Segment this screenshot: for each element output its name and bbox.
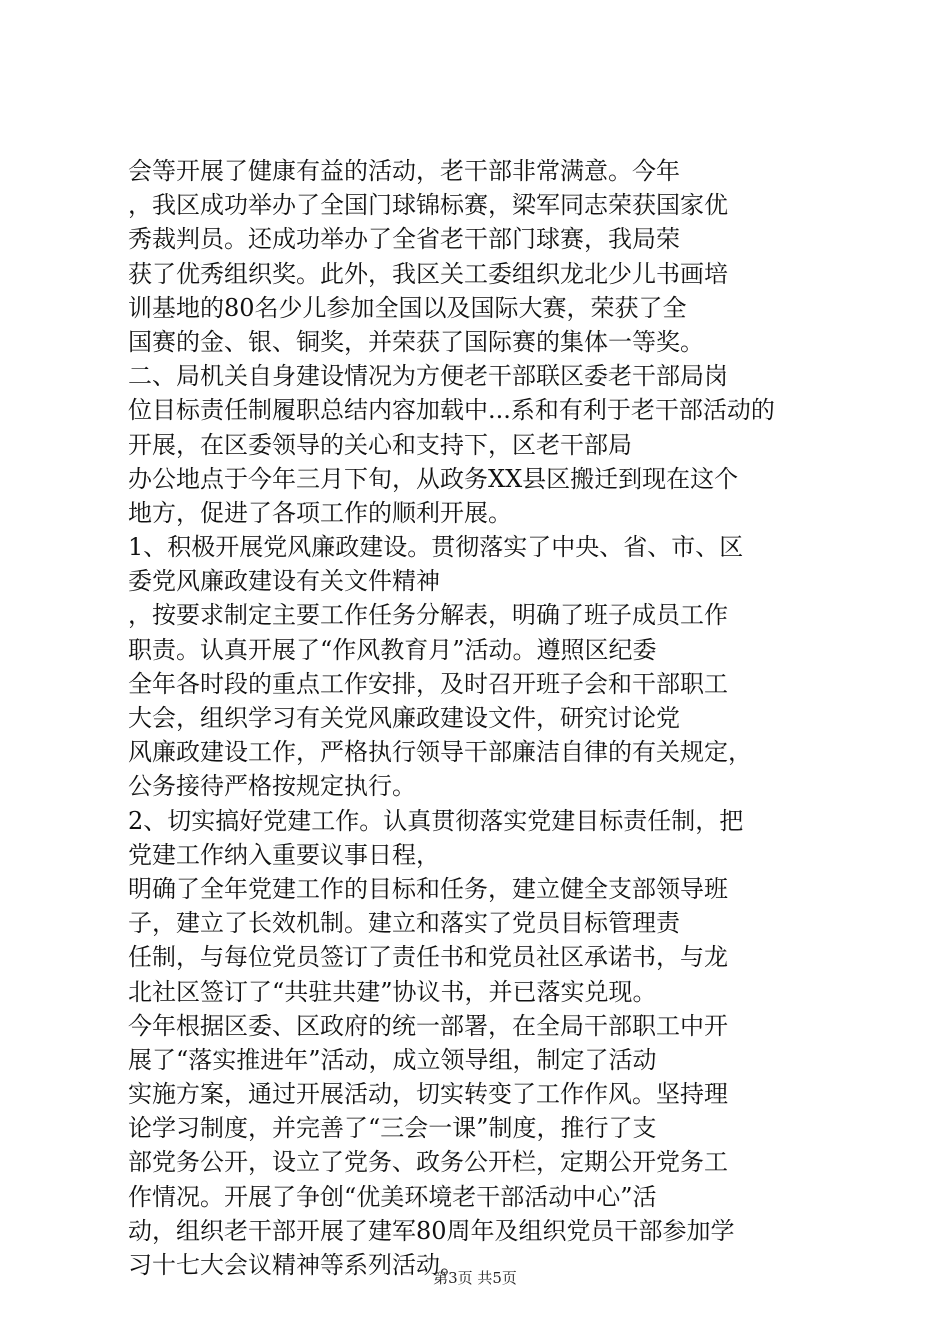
text-line: 明确了全年党建工作的目标和任务，建立健全支部领导班 bbox=[128, 874, 728, 903]
page-number-label: 第3页 共5页 bbox=[433, 1269, 517, 1287]
document-body bbox=[128, 154, 838, 1282]
text-line: 实施方案，通过开展活动，切实转变了工作作风。坚持理 bbox=[128, 1080, 728, 1109]
text-line: 国赛的金、银、铜奖，并荣获了国际赛的集体一等奖。 bbox=[128, 327, 704, 356]
text-line: 委党风廉政建设有关文件精神 bbox=[128, 567, 440, 596]
text-line: 习十七大会议精神等系列活动。 bbox=[128, 1251, 464, 1279]
text-line: 论学习制度，并完善了“三会一课”制度，推行了支 bbox=[128, 1114, 657, 1143]
text-line: 2、切实搞好党建工作。认真贯彻落实党建目标责任制，把 bbox=[128, 806, 744, 835]
text-line: 风廉政建设工作，严格执行领导干部廉洁自律的有关规定， bbox=[128, 738, 752, 767]
page-footer bbox=[0, 1268, 950, 1288]
text-line: 1、积极开展党风廉政建设。贯彻落实了中央、省、市、区 bbox=[128, 533, 744, 562]
text-line: 全年各时段的重点工作安排，及时召开班子会和干部职工 bbox=[128, 669, 728, 698]
text-line: 获了优秀组织奖。此外，我区关工委组织龙北少儿书画培 bbox=[128, 259, 728, 288]
text-line: 展了“落实推进年”活动，成立领导组，制定了活动 bbox=[128, 1045, 657, 1074]
text-line: 大会，组织学习有关党风廉政建设文件，研究讨论党 bbox=[128, 704, 680, 732]
text-line: 任制，与每位党员签订了责任书和党员社区承诺书，与龙 bbox=[128, 943, 728, 972]
text-line: 动，组织老干部开展了建军80周年及组织党员干部参加学 bbox=[128, 1216, 735, 1245]
text-line: 公务接待严格按规定执行。 bbox=[128, 772, 416, 801]
text-line: 秀裁判员。还成功举办了全省老干部门球赛，我局荣 bbox=[128, 225, 680, 254]
text-line: 职责。认真开展了“作风教育月”活动。遵照区纪委 bbox=[128, 635, 657, 664]
text-line: 办公地点于今年三月下旬，从政务XX县区搬迁到现在这个 bbox=[128, 464, 739, 493]
text-line: ，按要求制定主要工作任务分解表，明确了班子成员工作 bbox=[128, 601, 728, 630]
text-line: 子，建立了长效机制。建立和落实了党员目标管理责 bbox=[128, 909, 680, 938]
text-line: 作情况。开展了争创“优美环境老干部活动中心”活 bbox=[128, 1182, 657, 1211]
text-line: 会等开展了健康有益的活动，老干部非常满意。今年 bbox=[128, 157, 680, 185]
text-line: 训基地的80名少儿参加全国以及国际大赛，荣获了全 bbox=[128, 293, 687, 322]
text-line: 位目标责任制履职总结内容加载中...系和有利于老干部活动的 bbox=[128, 396, 775, 425]
text-line: 今年根据区委、区政府的统一部署，在全局干部职工中开 bbox=[128, 1011, 728, 1040]
text-line: 开展，在区委领导的关心和支持下，区老干部局 bbox=[128, 430, 632, 459]
text-line: 党建工作纳入重要议事日程， bbox=[128, 840, 440, 869]
text-line: 二、局机关自身建设情况为方便老干部联区委老干部局岗 bbox=[128, 362, 728, 391]
text-line: 地方，促进了各项工作的顺利开展。 bbox=[128, 498, 512, 527]
text-line: ，我区成功举办了全国门球锦标赛，梁军同志荣获国家优 bbox=[128, 191, 728, 220]
text-line: 部党务公开，设立了党务、政务公开栏，定期公开党务工 bbox=[128, 1148, 728, 1177]
text-line: 北社区签订了“共驻共建”协议书，并已落实兑现。 bbox=[128, 977, 657, 1006]
